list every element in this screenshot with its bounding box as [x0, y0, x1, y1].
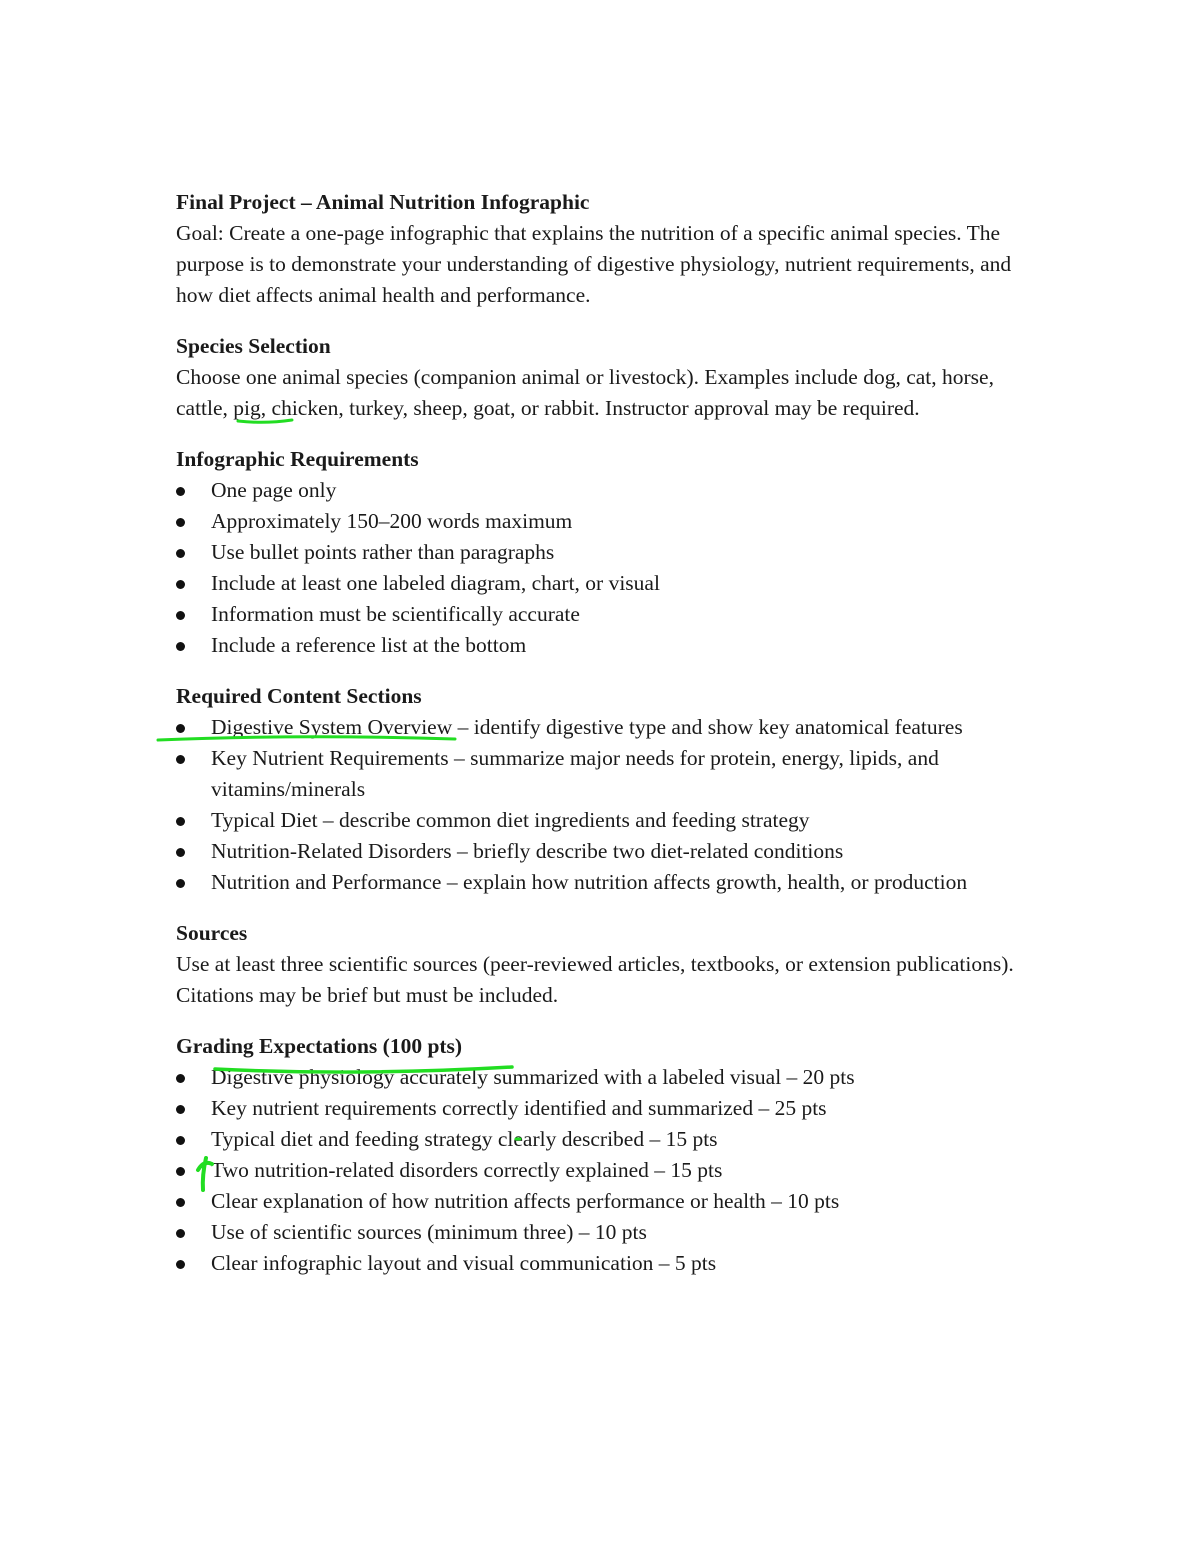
species-section	[176, 331, 1036, 424]
document-title: Final Project – Animal Nutrition Infographic	[176, 190, 590, 214]
grading-list	[176, 1062, 1036, 1279]
content-sections-section	[176, 681, 1036, 898]
list-item: Information must be scientifically accurate	[176, 599, 1036, 630]
document-page	[176, 187, 1036, 1299]
list-item: Nutrition-Related Disorders – briefly describe two diet-related conditions	[176, 836, 1036, 867]
content-sections-list	[176, 712, 1036, 898]
sources-heading: Sources	[176, 921, 248, 945]
list-item: Typical Diet – describe common diet ingredients and feeding strategy	[176, 805, 1036, 836]
grading-heading: Grading Expectations (100 pts)	[176, 1034, 463, 1058]
list-item: Clear infographic layout and visual communication – 5 pts	[176, 1248, 1036, 1279]
requirements-heading: Infographic Requirements	[176, 447, 419, 471]
goal-text: Goal: Create a one-page infographic that explains the nutrition of a specific animal species. The purpose is to demonstrate your understanding of digestive physiology, nutrient requirements, and how diet affects animal health and performance.	[176, 221, 1012, 307]
list-item: Two nutrition-related disorders correctly explained – 15 pts	[176, 1155, 1036, 1186]
grading-section	[176, 1031, 1036, 1279]
list-item: Digestive System Overview – identify digestive type and show key anatomical features	[176, 712, 1036, 743]
sources-section	[176, 918, 1036, 1011]
list-item: Clear explanation of how nutrition affects performance or health – 10 pts	[176, 1186, 1036, 1217]
list-item: Typical diet and feeding strategy clearly described – 15 pts	[176, 1124, 1036, 1155]
list-item: Include a reference list at the bottom	[176, 630, 1036, 661]
list-item: Approximately 150–200 words maximum	[176, 506, 1036, 537]
list-item: Include at least one labeled diagram, chart, or visual	[176, 568, 1036, 599]
species-text: Choose one animal species (companion animal or livestock). Examples include dog, cat, horse, cattle, pig, chicken, turkey, sheep, goat, or rabbit. Instructor approval may be required.	[176, 365, 994, 420]
content-sections-heading: Required Content Sections	[176, 684, 422, 708]
list-item: Key nutrient requirements correctly identified and summarized – 25 pts	[176, 1093, 1036, 1124]
list-item: Use of scientific sources (minimum three) – 10 pts	[176, 1217, 1036, 1248]
requirements-list	[176, 475, 1036, 661]
requirements-section	[176, 444, 1036, 661]
list-item: One page only	[176, 475, 1036, 506]
species-heading: Species Selection	[176, 334, 331, 358]
list-item: Use bullet points rather than paragraphs	[176, 537, 1036, 568]
list-item: Key Nutrient Requirements – summarize major needs for protein, energy, lipids, and vitamins/minerals	[176, 743, 1036, 805]
sources-text: Use at least three scientific sources (peer-reviewed articles, textbooks, or extension publications). Citations may be brief but must be included.	[176, 952, 1014, 1007]
intro-section	[176, 187, 1036, 311]
list-item: Digestive physiology accurately summarized with a labeled visual – 20 pts	[176, 1062, 1036, 1093]
list-item: Nutrition and Performance – explain how nutrition affects growth, health, or production	[176, 867, 1036, 898]
